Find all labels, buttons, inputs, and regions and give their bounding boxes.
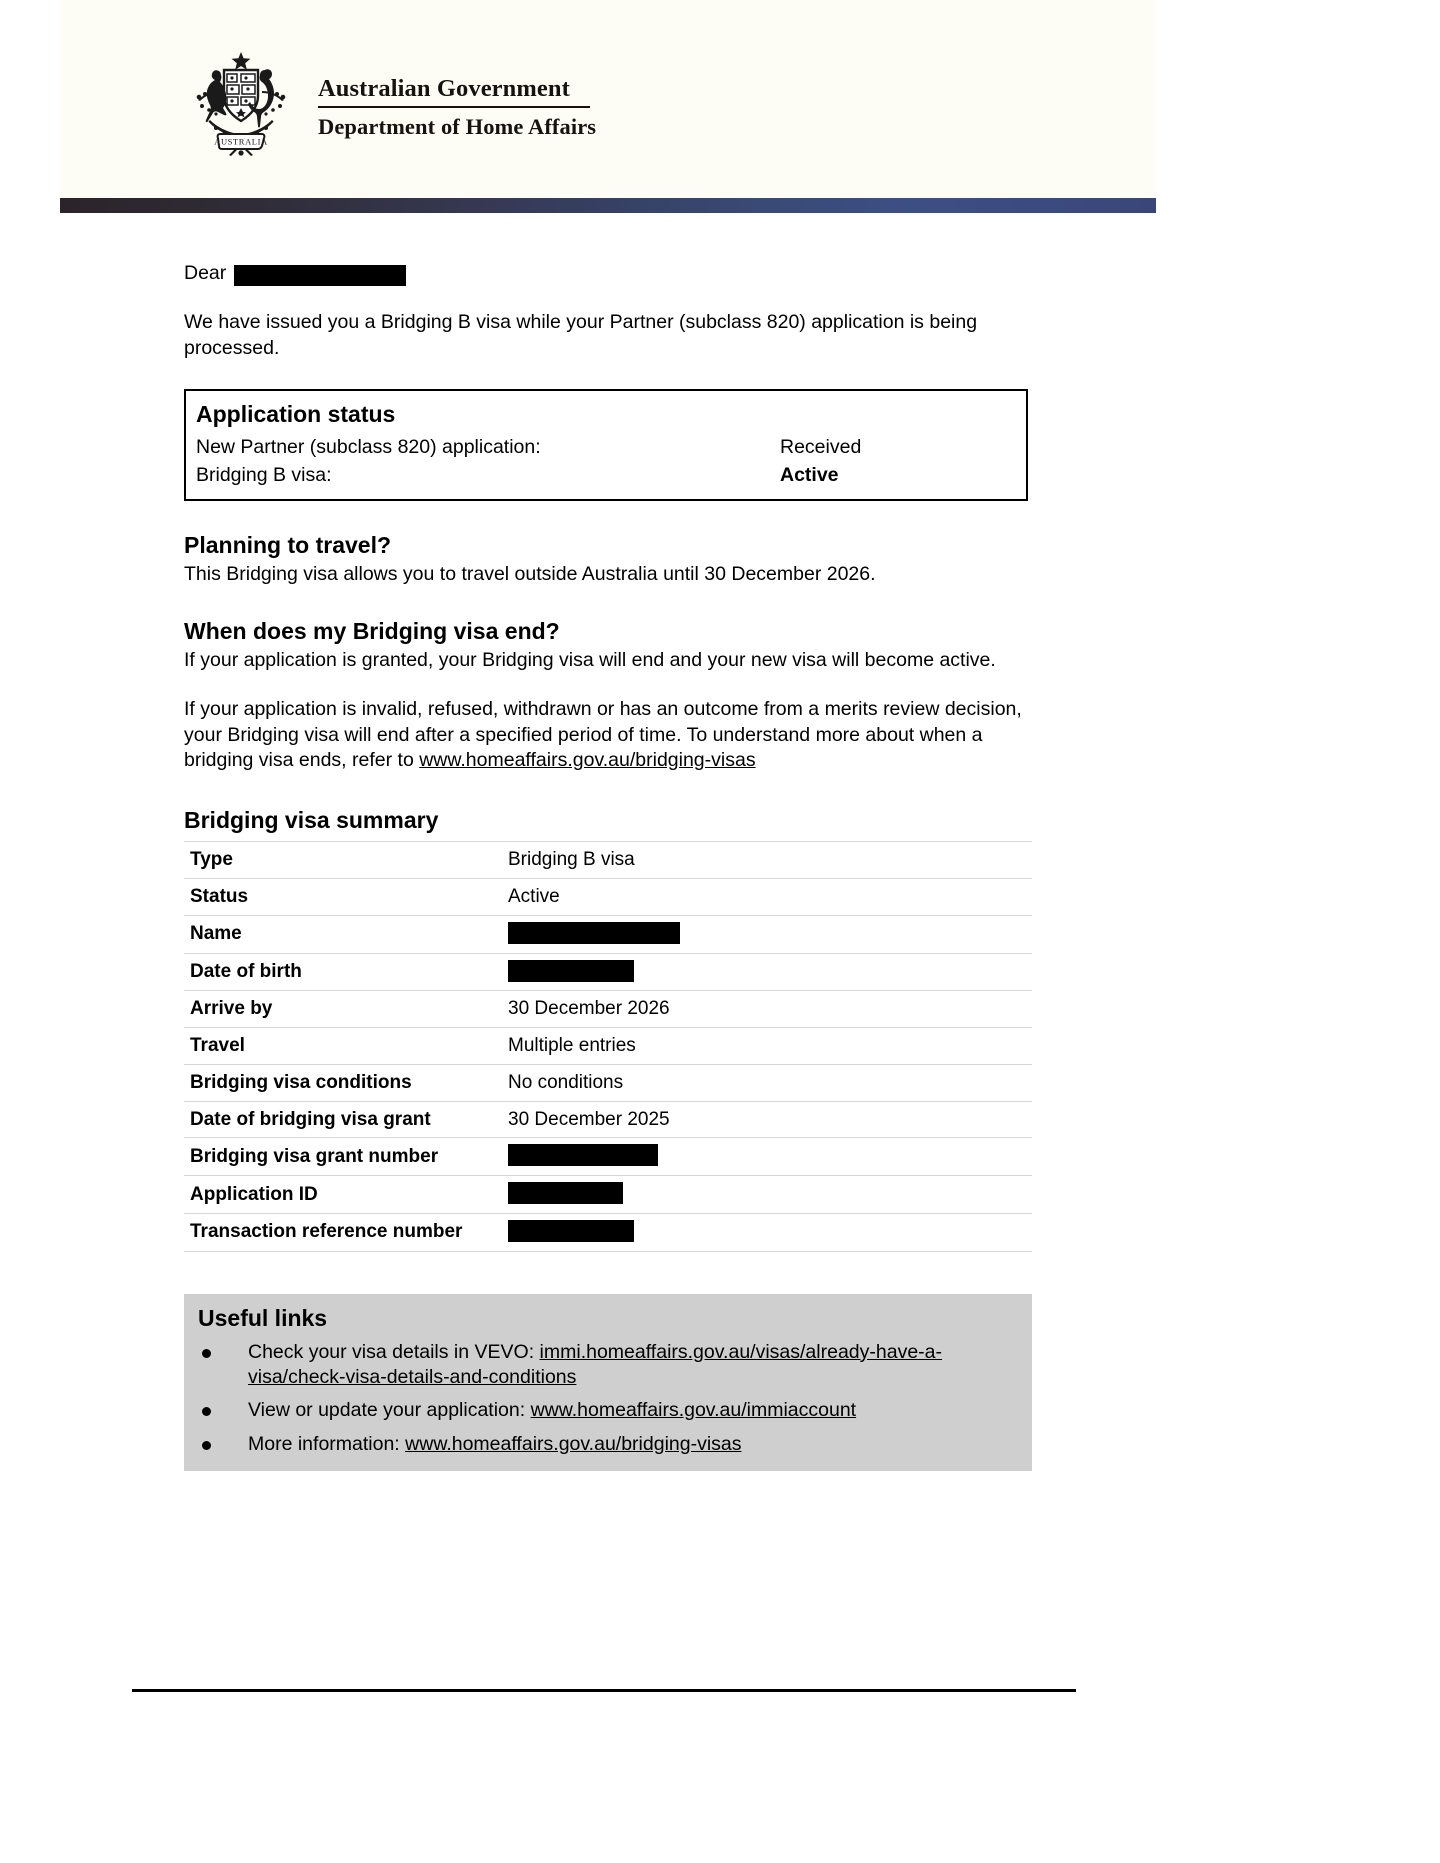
list-item <box>198 1432 1018 1457</box>
redacted-name <box>508 922 680 944</box>
row-label: Bridging visa conditions <box>190 1071 412 1093</box>
row-label: Transaction reference number <box>190 1221 463 1243</box>
table-row <box>184 991 1032 1028</box>
useful-links-heading: Useful links <box>198 1304 328 1331</box>
table-row <box>184 1028 1032 1065</box>
link-item-label: Check your visa details in VEVO: <box>248 1340 540 1363</box>
vevo-link[interactable]: immi.homeaffairs.gov.au/visas/already-have-a-visa/check-visa-details-and-conditions <box>248 1340 942 1388</box>
planning-to-travel-heading: Planning to travel? <box>184 532 392 559</box>
row-value: Active <box>508 886 560 908</box>
status-row <box>186 462 1026 490</box>
table-row <box>184 1101 1032 1138</box>
table-row <box>184 953 1032 991</box>
australian-coat-of-arms-icon <box>180 48 302 156</box>
redacted-date-of-birth <box>508 960 634 982</box>
visa-end-heading: When does my Bridging visa end? <box>184 618 560 645</box>
wordmark-divider <box>318 106 590 108</box>
status-row-label: New Partner (subclass 820) application: <box>196 435 541 458</box>
status-badge: Active <box>780 463 839 486</box>
row-label: Status <box>190 886 249 908</box>
row-value-redacted <box>502 1176 1032 1214</box>
row-value: Bridging B visa <box>508 849 635 871</box>
row-value-redacted <box>502 1213 1032 1251</box>
letter-content <box>184 255 1032 1471</box>
table-row <box>184 1213 1032 1251</box>
row-label: Application ID <box>190 1183 318 1205</box>
bridging-visa-summary-table <box>184 841 1032 1251</box>
bridging-visas-link[interactable]: www.homeaffairs.gov.au/bridging-visas <box>419 749 756 772</box>
redacted-grant-number <box>508 1144 658 1166</box>
more-information-link[interactable]: www.homeaffairs.gov.au/bridging-visas <box>405 1432 742 1455</box>
redacted-application-id <box>508 1182 623 1204</box>
row-label: Arrive by <box>190 998 273 1020</box>
table-row <box>184 915 1032 953</box>
table-row <box>184 1138 1032 1176</box>
row-value: No conditions <box>508 1071 624 1093</box>
row-label: Date of bridging visa grant <box>190 1108 431 1130</box>
planning-to-travel-text: This Bridging visa allows you to travel outside Australia until 30 December 2026. <box>184 563 876 586</box>
status-row <box>186 434 1026 462</box>
immiaccount-link[interactable]: www.homeaffairs.gov.au/immiaccount <box>530 1399 857 1422</box>
row-value-redacted <box>502 915 1032 953</box>
status-row-label: Bridging B visa: <box>196 463 332 486</box>
table-row <box>184 842 1032 879</box>
useful-links-panel <box>184 1294 1032 1471</box>
visa-end-paragraph-1: If your application is granted, your Bridging visa will end and your new visa will become active. <box>184 649 996 672</box>
row-value-redacted <box>502 953 1032 991</box>
list-item <box>198 1340 1018 1391</box>
row-value: Multiple entries <box>508 1035 636 1057</box>
row-value: 30 December 2026 <box>508 998 670 1020</box>
row-label: Travel <box>190 1035 245 1057</box>
row-value: 30 December 2025 <box>508 1108 670 1130</box>
redacted-transaction-reference <box>508 1220 634 1242</box>
australian-government-text: Australian Government <box>318 75 570 102</box>
row-label: Bridging visa grant number <box>190 1145 439 1167</box>
list-item <box>198 1398 1018 1423</box>
brand-gradient-stripe <box>60 198 1156 213</box>
status-row-value: Received <box>780 435 862 458</box>
intro-paragraph: We have issued you a Bridging B visa while your Partner (subclass 820) application is being processed. <box>184 311 978 359</box>
visa-end-paragraph-2-text: If your application is invalid, refused, withdrawn or has an outcome from a merits review decision, your Bridging visa will end after a specified period of time. To understand more about when a bridging visa ends, refer to <box>184 698 1022 772</box>
link-item-label: More information: <box>248 1432 406 1455</box>
application-status-title: Application status <box>196 401 396 428</box>
table-row <box>184 1176 1032 1214</box>
row-label: Type <box>190 849 233 871</box>
svg-text:AUSTRALIA: AUSTRALIA <box>214 136 268 147</box>
footer-divider <box>132 1689 1076 1692</box>
salutation-text: Dear <box>184 262 227 284</box>
bridging-visa-summary-heading: Bridging visa summary <box>184 806 439 833</box>
table-row <box>184 1064 1032 1101</box>
row-value-redacted <box>502 1138 1032 1176</box>
header-band <box>60 0 1156 198</box>
table-row <box>184 879 1032 916</box>
department-wordmark <box>318 76 608 140</box>
visa-end-paragraph-2 <box>184 697 1032 773</box>
row-label: Name <box>190 923 242 945</box>
link-item-label: View or update your application: <box>248 1399 531 1422</box>
redacted-recipient-name <box>234 265 406 286</box>
salutation-line <box>184 261 1032 286</box>
department-of-home-affairs-text: Department of Home Affairs <box>318 114 597 140</box>
application-status-box <box>184 389 1028 501</box>
row-label: Date of birth <box>190 961 302 983</box>
useful-links-list <box>198 1340 1018 1457</box>
